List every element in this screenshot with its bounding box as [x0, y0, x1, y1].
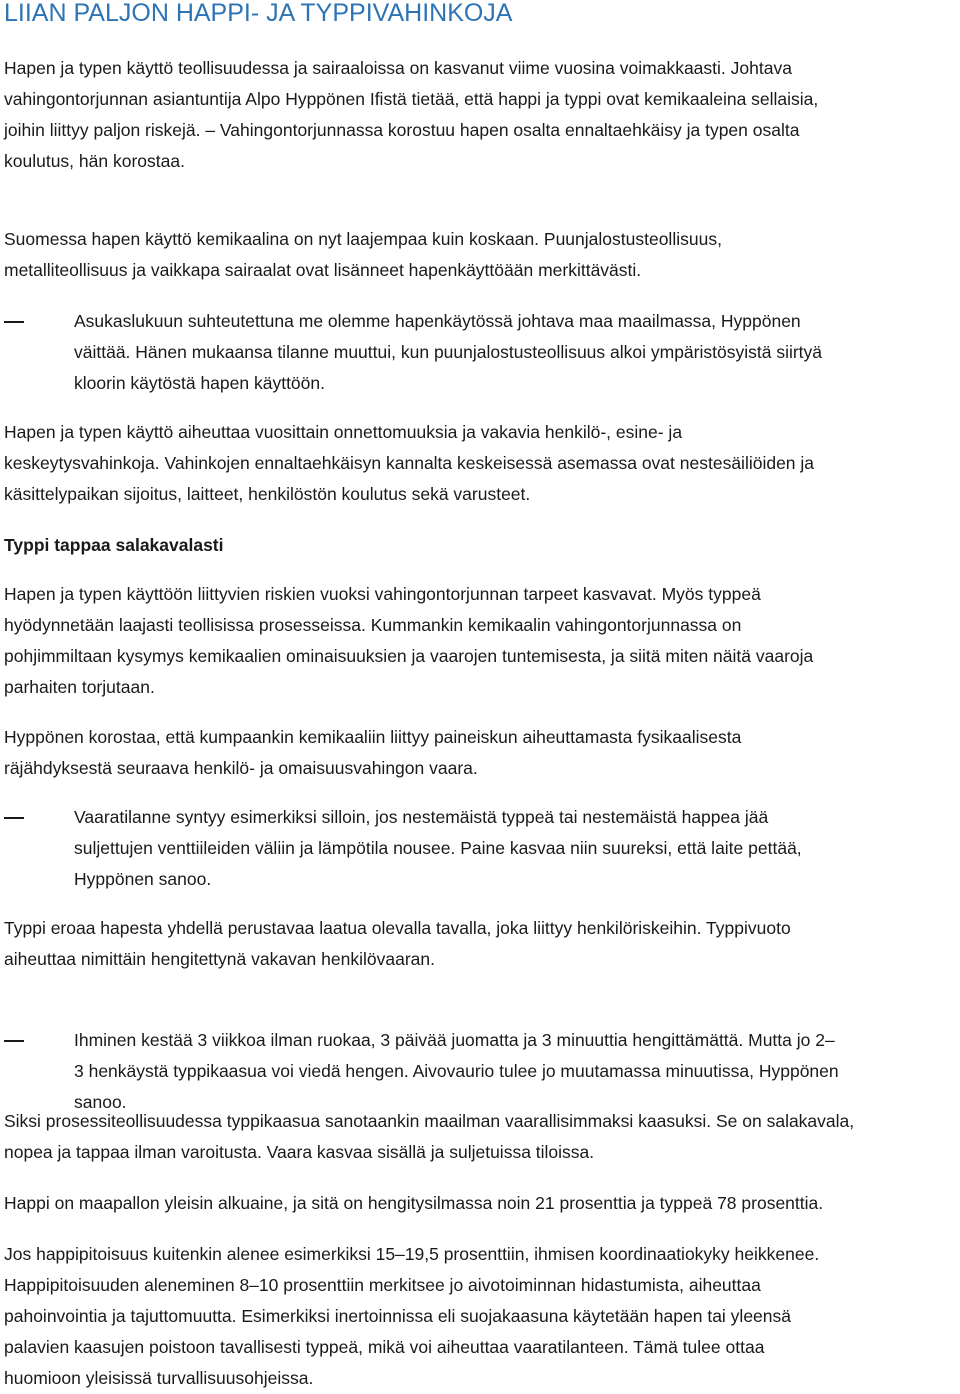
text-line: pahoinvointia ja tajuttomuutta. Esimerkiksi inertoinnissa eli suojakaasuna käytetään hapen tai yleensä — [4, 1305, 791, 1326]
text-line: Suomessa hapen käyttö kemikaalina on nyt laajempaa kuin koskaan. Puunjalostusteollisuus, — [4, 228, 722, 249]
text-line: Typpi tappaa salakavalasti — [4, 534, 224, 555]
text-line: väittää. Hänen mukaansa tilanne muuttui, kun puunjalostusteollisuus alkoi ympäristösyistä siirtyä — [74, 341, 823, 362]
paragraph — [4, 1188, 823, 1219]
paragraph — [4, 53, 818, 177]
text-line: kloorin käytöstä hapen käyttöön. — [74, 372, 325, 393]
text-line: aiheuttaa nimittäin hengitettynä vakavan henkilövaaran. — [4, 948, 435, 969]
text-line: räjähdyksestä seuraava henkilö- ja omaisuusvahingon vaara. — [4, 757, 478, 778]
text-line: Vaaratilanne syntyy esimerkiksi silloin, jos nestemäistä typpeä tai nestemäistä happea jää — [74, 806, 769, 827]
text-line: käsittelypaikan sijoitus, laitteet, henkilöstön koulutus sekä varusteet. — [4, 483, 531, 504]
paragraph — [4, 722, 741, 784]
text-line: parhaiten torjutaan. — [4, 676, 155, 697]
text-line: Hyppönen korostaa, että kumpaankin kemikaaliin liittyy paineiskun aiheuttamasta fysikaalisesta — [4, 726, 742, 747]
paragraph — [4, 579, 813, 703]
text-line: Happipitoisuuden aleneminen 8–10 prosenttiin merkitsee jo aivotoiminnan hidastumista, aiheuttaa — [4, 1274, 761, 1295]
paragraph — [4, 913, 791, 975]
text-line: suljettujen venttiileiden väliin ja lämpötila nousee. Paine kasvaa niin suureksi, että laite pettää, — [74, 837, 802, 858]
text-line: palavien kaasujen poistoon tavallisesti typpeä, mikä voi aiheuttaa vaaratilanteen. Tämä tulee ottaa — [4, 1336, 765, 1357]
paragraph — [4, 417, 814, 510]
quote-bullet — [74, 306, 822, 399]
text-line: huomioon yleisissä turvallisuusohjeissa. — [4, 1367, 314, 1388]
text-line: metalliteollisuus ja vaikkapa sairaalat ovat lisänneet hapenkäyttöään merkittävästi. — [4, 259, 642, 280]
text-line: pohjimmiltaan kysymys kemikaalien ominaisuuksien ja vaarojen tuntemisesta, ja siitä miten näitä vaaroja — [4, 645, 814, 666]
text-line: nopea ja tappaa ilman varoitusta. Vaara kasvaa sisällä ja suljetuissa tiloissa. — [4, 1141, 595, 1162]
section-heading — [4, 530, 224, 561]
paragraph — [4, 224, 722, 286]
quote-bullet — [74, 802, 802, 895]
text-line: joihin liittyy paljon riskejä. – Vahingontorjunnassa korostuu hapen osalta ennaltaehkäisy ja typen osalta — [4, 119, 800, 140]
text-line: Hyppönen sanoo. — [74, 868, 212, 889]
text-line: Siksi prosessiteollisuudessa typpikaasua sanotaankin maailman vaarallisimmaksi kaasuksi. Se on salakavala, — [4, 1110, 855, 1131]
dash-bullet-marker — [4, 321, 24, 323]
dash-bullet-marker — [4, 1040, 24, 1042]
paragraph — [4, 1239, 819, 1394]
text-line: Ihminen kestää 3 viikkoa ilman ruokaa, 3 päivää juomatta ja 3 minuuttia hengittämättä. Mutta jo 2– — [74, 1029, 835, 1050]
text-line: Hapen ja typen käyttö teollisuudessa ja sairaaloissa on kasvanut viime vuosina voimakkaasti. Johtava — [4, 57, 792, 78]
text-line: sanoo. — [74, 1091, 127, 1112]
text-line: hyödynnetään laajasti teollisissa prosesseissa. Kummankin kemikaalin vahingontorjunnassa on — [4, 614, 742, 635]
text-line: Jos happipitoisuus kuitenkin alenee esimerkiksi 15–19,5 prosenttiin, ihmisen koordinaatiokyky heikkenee. — [4, 1243, 820, 1264]
text-line: Happi on maapallon yleisin alkuaine, ja sitä on hengitysilmassa noin 21 prosenttia ja typpeä 78 prosenttia. — [4, 1192, 824, 1213]
quote-bullet — [74, 1025, 839, 1118]
document-title: LIIAN PALJON HAPPI- JA TYPPIVAHINKOJA — [4, 0, 513, 27]
text-line: Hapen ja typen käyttö aiheuttaa vuosittain onnettomuuksia ja vakavia henkilö-, esine- ja — [4, 421, 683, 442]
text-line: 3 henkäystä typpikaasua voi viedä hengen. Aivovaurio tulee jo muutamassa minuutissa, Hyppönen — [74, 1060, 839, 1081]
text-line: koulutus, hän korostaa. — [4, 150, 185, 171]
text-line: Typpi eroaa hapesta yhdellä perustavaa laatua olevalla tavalla, joka liittyy henkilöriskeihin. Typpivuoto — [4, 917, 791, 938]
text-line: vahingontorjunnan asiantuntija Alpo Hyppönen Ifistä tietää, että happi ja typpi ovat kemikaaleina sellaisia, — [4, 88, 819, 109]
text-line: keskeytysvahinkoja. Vahinkojen ennaltaehkäisyn kannalta keskeisessä asemassa ovat nestesäiliöiden ja — [4, 452, 815, 473]
text-line: Hapen ja typen käyttöön liittyvien riskien vuoksi vahingontorjunnan tarpeet kasvavat. Myös typpeä — [4, 583, 761, 604]
text-line: Asukaslukuun suhteutettuna me olemme hapenkäytössä johtava maa maailmassa, Hyppönen — [74, 310, 801, 331]
paragraph — [4, 1106, 854, 1168]
dash-bullet-marker — [4, 817, 24, 819]
